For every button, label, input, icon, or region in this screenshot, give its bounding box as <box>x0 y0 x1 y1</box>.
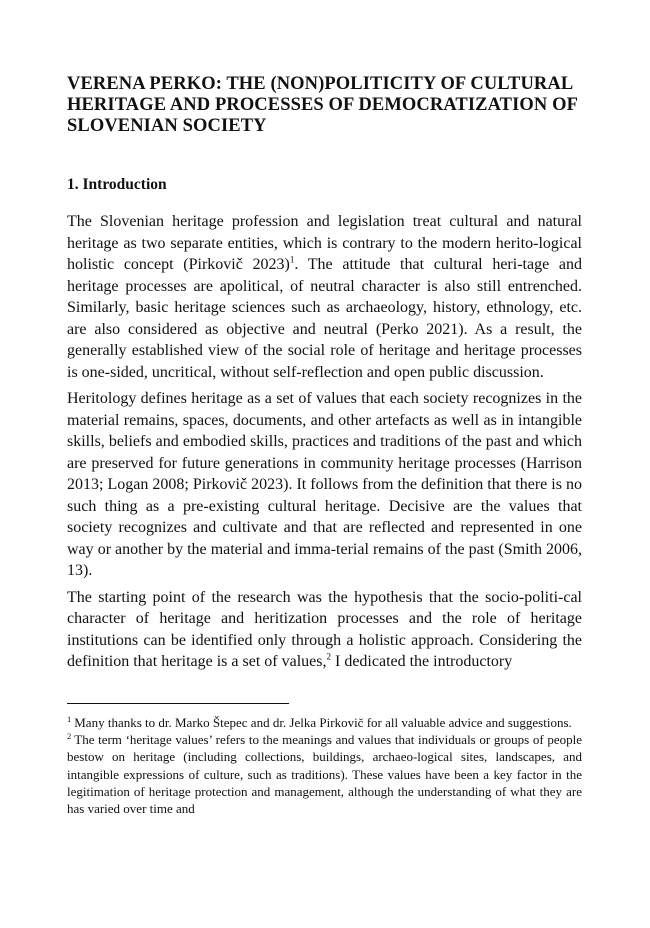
footnote-ref-1[interactable]: 1 <box>289 254 295 265</box>
footnote-2-text: The term ‘heritage values’ refers to the meanings and values that individuals or groups of people bestow on heritage (including collections, buildings, archaeo-logical sites, landscapes, and intangible expressions of culture, such as traditions). These values have been a key factor in the legitimation of heritage protection and management, although the understanding of what they are has varied over time and <box>67 732 582 817</box>
paragraph-1 <box>67 211 582 383</box>
footnote-divider <box>67 703 289 704</box>
footnotes <box>67 703 582 817</box>
footnote-1 <box>67 714 582 731</box>
article-title: VERENA PERKO: THE (NON)POLITICITY OF CULTURAL HERITAGE AND PROCESSES OF DEMOCRATIZATION OF SLOVENIAN SOCIETY <box>67 74 578 136</box>
paragraph-3-text-b: I dedicated the introductory <box>330 653 513 670</box>
page-content <box>67 74 582 678</box>
paragraph-1-text-a: The Slovenian heritage profession and legislation treat cultural and natural heritage as two separate entities, which is contrary to the modern herito-logical holistic concept (Pirkovič 2023) <box>67 213 582 273</box>
footnote-1-mark: 1 <box>67 713 72 724</box>
paragraph-3 <box>67 587 582 673</box>
footnote-2 <box>67 731 582 817</box>
paragraph-3-text-a: The starting point of the research was the hypothesis that the socio-politi-cal character of heritage and heritization processes and the role of heritage institutions can be identified only through a holistic approach. Considering the definition that heritage is a set of values, <box>67 588 582 670</box>
body-text <box>67 211 582 673</box>
footnote-1-text: Many thanks to dr. Marko Štepec and dr. Jelka Pirkovič for all valuable advice and suggestions. <box>74 715 572 730</box>
paragraph-2: Heritology defines heritage as a set of values that each society recognizes in the material remains, spaces, documents, and other artefacts as well as in intangible skills, beliefs and embodied skills, practices and traditions of the past and which are preserved for future generations in community heritage processes (Harrison 2013; Logan 2008; Pirkovič 2023). It follows from the definition that there is no such thing as a pre-existing cultural heritage. Decisive are the values that society recognizes and cultivate and that are reflected and represented in one way or another by the material and imma-terial remains of the past (Smith 2006, 13). <box>67 390 582 579</box>
paragraph-1-text-b: . The attitude that cultural heri-tage and heritage processes are apolitical, of neutral character is also still entrenched. Similarly, basic heritage sciences such as archaeology, history, ethnology, etc. are also considered as objective and neutral (Perko 2021). As a result, the generally established view of the social role of heritage and heritage processes is one-sided, uncritical, without self-reflection and open public discussion. <box>67 256 582 381</box>
section-heading: 1. Introduction <box>67 176 167 193</box>
footnote-ref-2[interactable]: 2 <box>326 651 331 662</box>
footnote-2-mark: 2 <box>67 730 72 741</box>
